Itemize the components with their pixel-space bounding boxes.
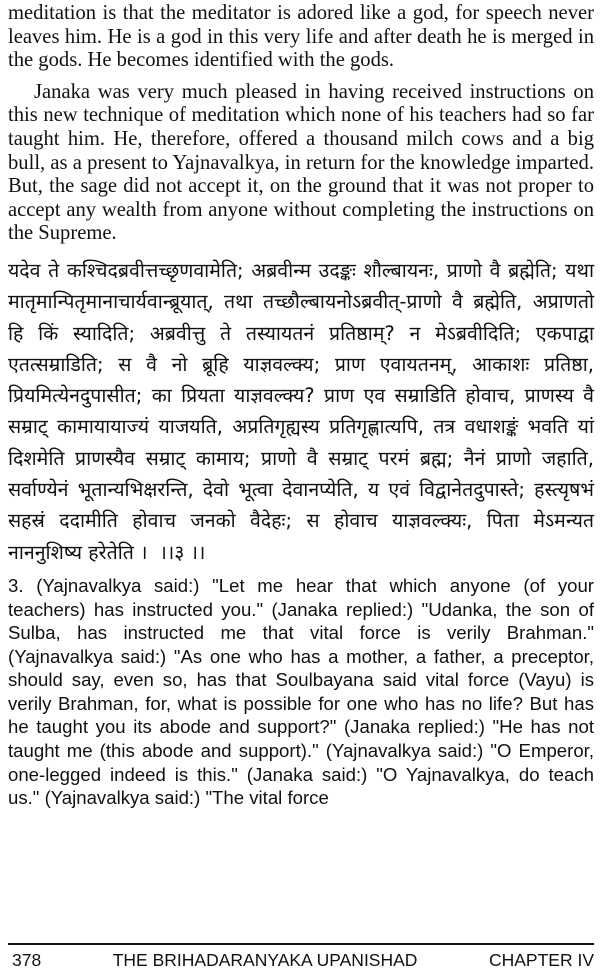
translation-paragraph: 3. (Yajnavalkya said:) "Let me hear that which anyone (of your teachers) has instructed you." (Janaka replied:) "Udanka, the son of Sulba, has instructed me that vital force is verily Brahman." (Yajnavalkya said:) "As one who has a mother, a father, a preceptor, should say, even so, has that Soulbayana said vital force (Vayu) is verily Brahman, for, what is possible for one who has no life? But has he taught you its abode and support?" (Janaka replied:) "He has not taught me (this abode and support)." (Yajnavalkya said:) "O Emperor, one-legged indeed is this." (Janaka said:) "O Yajnavalkya, do teach us." (Yajnavalkya said:) "The vital force — [8, 574, 594, 809]
page-footer — [12, 950, 594, 971]
paragraph-janaka: Janaka was very much pleased in having received instructions on this new technique of meditation which none of his teachers had so far taught him. He, therefore, offered a thousand milch cows and a big bull, as a present to Yajnavalkya, in return for the knowledge imparted. But, the sage did not accept it, on the ground that it was not proper to accept any wealth from anyone without completing the instructions on the Supreme. — [8, 80, 594, 245]
chapter-label: CHAPTER IV — [488, 950, 594, 970]
page-body — [8, 0, 594, 810]
verse-number: ।।३ ।। — [159, 540, 206, 564]
page-number: 378 — [12, 950, 42, 970]
footer-rule — [8, 943, 594, 945]
paragraph-meditation: meditation is that the meditator is adored like a god, for speech never leaves him. He is a god in this very life and after death he is merged in the gods. He becomes identified with the gods. — [8, 2, 594, 72]
running-title: THE BRIHADARANYAKA UPANISHAD — [112, 950, 418, 970]
sanskrit-verse — [8, 255, 594, 568]
sanskrit-verse-text: यदेव ते कश्चिदब्रवीत्तच्छृणवामेति; अब्रवीन्म उदङ्कः शौल्बायनः, प्राणो वै ब्रह्मेति; यथा मातृमान्पितृमानाचार्यवान्ब्रूयात्, तथा तच्छौल्बायनोऽब्रवीत्-प्राणो वै ब्रह्मेति, अप्राणतो हि किं स्यादिति; अब्रवीत्तु ते तस्यायतनं प्रतिष्ठाम्? न मेऽब्रवीदिति; एकपाद्वा एतत्सम्राडिति; स वै नो ब्रूहि याज्ञवल्क्य; प्राण एवायतनम्, आकाशः प्रतिष्ठा, प्रियमित्येनदुपासीत; का प्रियता याज्ञवल्क्य? प्राण एव सम्राडिति होवाच, प्राणस्य वै सम्राट् कामायायाज्यं याजयति, अप्रतिगृह्यस्य प्रतिगृह्णात्यपि, तत्र वधाशङ्कं भवति यां दिशमेति प्राणस्यैव सम्राट् कामाय; प्राणो वै सम्राट् परमं ब्रह्म; नैनं प्राणो जहाति, सर्वाण्येनं भूतान्यभिक्षरन्ति, देवो भूत्वा देवानप्येति, य एवं विद्वानेतदुपास्ते; हस्त्यृषभं सहस्रं ददामीति होवाच जनको वैदेहः; स होवाच याज्ञवल्क्यः, पिता मेऽमन्यत नाननुशिष्य हरेतेति । — [8, 258, 594, 564]
